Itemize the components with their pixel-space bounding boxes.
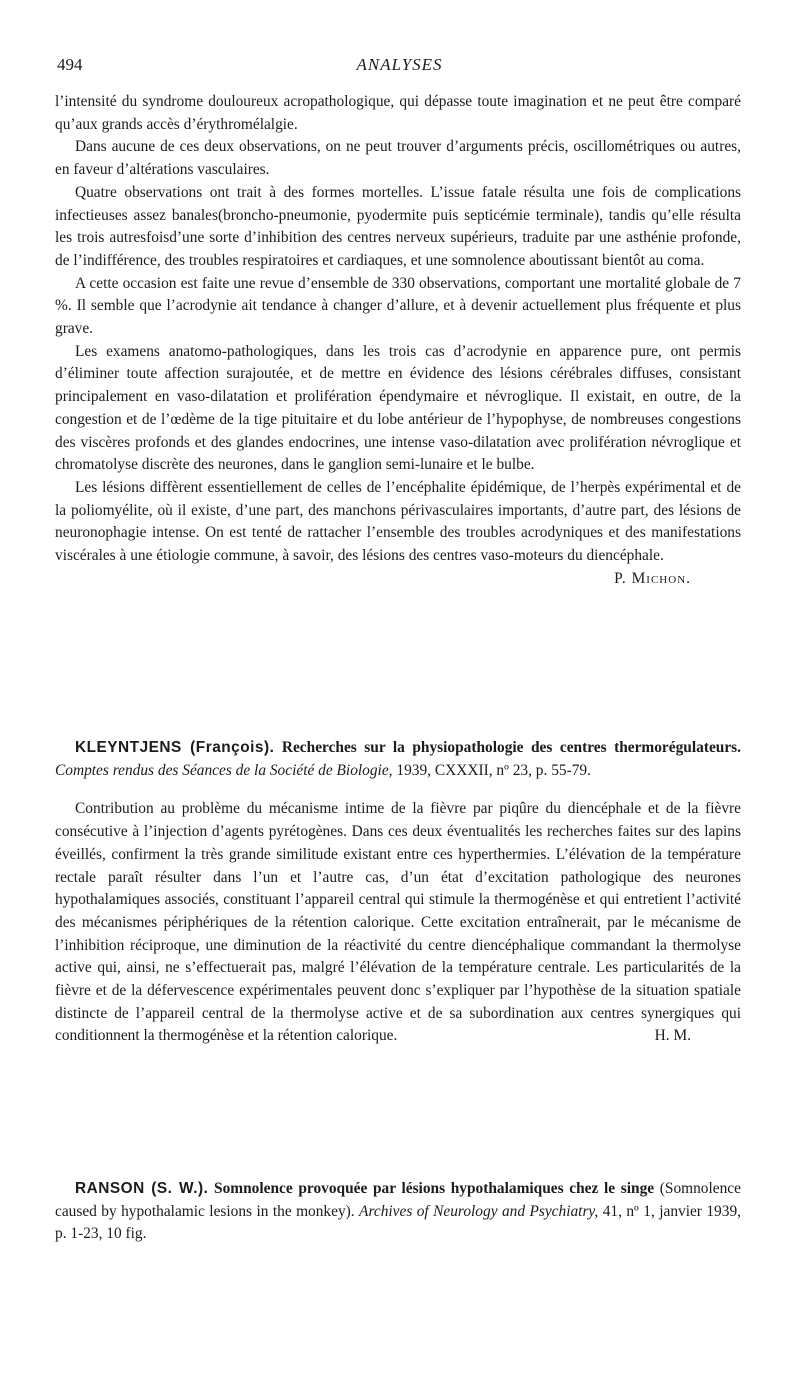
entry-citation: 41, nº 1, janvier 1939, p. 1-23, 10 fig. [55, 1202, 741, 1243]
running-title: ANALYSES [356, 55, 443, 74]
entry-journal: Comptes rendus des Séances de la Société de Biologie, [55, 761, 393, 779]
page-header [57, 55, 742, 77]
entry-citation: 1939, CXXXII, nº 23, p. 55-79. [396, 761, 591, 779]
entry-title: Somnolence provoquée par lésions hypothalamiques chez le singe [214, 1180, 655, 1197]
bibliographic-entry [55, 737, 741, 782]
paragraph: A cette occasion est faite une revue d’ensemble de 330 observations, comportant une mortalité globale de 7 %. Il semble que l’acrodynie ait tendance à changer d’allure, et à devenir actuellement plus fréquente et plus grave. [55, 274, 741, 338]
review-kleyntjens [55, 737, 741, 1048]
paragraph: Dans aucune de ces deux observations, on ne peut trouver d’arguments précis, oscillométriques ou autres, en faveur d’altérations vasculaires. [55, 138, 741, 179]
entry-journal: Archives of Neurology and Psychiatry, [359, 1202, 599, 1220]
entry-author: KLEYNTJENS (François). [75, 739, 275, 756]
reviewer-signature: H. M. [654, 1027, 691, 1045]
reviewer-signature: P. Michon. [614, 569, 691, 587]
bibliographic-entry [55, 1178, 741, 1246]
paragraph: Les examens anatomo-pathologiques, dans les trois cas d’acrodynie en apparence pure, ont permis d’éliminer toute affection surajoutée, et de mettre en évidence des lésions cérébrales diffuses, consistant principalement en vaso-dilatation et prolifération épendymaire et névroglique. Il existait, en outre, de la congestion et de l’œdème de la tige pituitaire et du lobe antérieur de l’hypophyse, de nombreuses congestions des viscères profonds et des glandes endocrines, une intense vaso-dilatation avec prolifération névroglique et chromatolyse discrète des neurones, dans le ganglion semi-lunaire et le bulbe. [55, 342, 741, 474]
paragraph: l’intensité du syndrome douloureux acropathologique, qui dépasse toute imagination et ne peut être comparé qu’aux grands accès d’érythromélalgie. [55, 93, 741, 133]
entry-title: Recherches sur la physiopathologie des centres thermorégulateurs. [281, 739, 742, 756]
entry-translation: (Somnolence caused by hypothalamic lesions in the monkey). [55, 1180, 741, 1220]
paragraph: Contribution au problème du mécanisme intime de la fièvre par piqûre du diencéphale et de la fièvre consécutive à l’injection d’agents pyrétogènes. Dans ces deux éventualités les recherches faites sur des lapins éveillés, confirment la très grande similitude existant entre ces hyperthermies. L’élévation de la température rectale paraît résulter dans l’un et l’autre cas, d’un état d’excitation pathologique des neurones hypothalamiques associés, constituant l’appareil central qui stimule la thermogénèse et qui entretient l’activité des mécanismes périphériques de la rétention calorique. Cette excitation entraînerait, par le mécanisme de l’inhibition réciproque, une diminution de la réactivité du centre diencéphalique commandant la thermolyse active qui, ainsi, ne s’effectuerait pas, malgré l’élévation de la température centrale. Les particularités de la fièvre et de la défervescence expérimentales peuvent donc s’expliquer par l’hypothèse de la situation spatiale distincte de l’appareil central de la thermolyse active et de sa subordination aux centres synergiques qui conditionnent la thermogénèse et la rétention calorique. [55, 800, 741, 1045]
page-number: 494 [57, 55, 83, 74]
review-michon [55, 91, 741, 590]
entry-author: RANSON (S. W.). [75, 1180, 209, 1197]
paragraph: Les lésions diffèrent essentiellement de celles de l’encéphalite épidémique, de l’herpès expérimental et de la poliomyélite, où il existe, d’une part, des manchons périvasculaires importants, d’autre part, des lésions de neuronophagie intense. On est tenté de rattacher l’ensemble des troubles acrodyniques et des manifestations viscérales à une étiologie commune, à savoir, des lésions des centres vaso-moteurs du diencéphale. [55, 478, 741, 565]
review-ranson [55, 1178, 741, 1246]
paragraph: Quatre observations ont trait à des formes mortelles. L’issue fatale résulta une fois de complications infectieuses assez banales(broncho-pneumonie, pyodermite puis septicémie terminale), tandis qu’elle résulta les trois autresfoisd’une sorte d’inhibition des centres nerveux supérieurs, traduite par une asthénie profonde, de l’indifférence, des troubles respiratoires et cardiaques, et une somnolence aboutissant bientôt au coma. [55, 183, 741, 269]
